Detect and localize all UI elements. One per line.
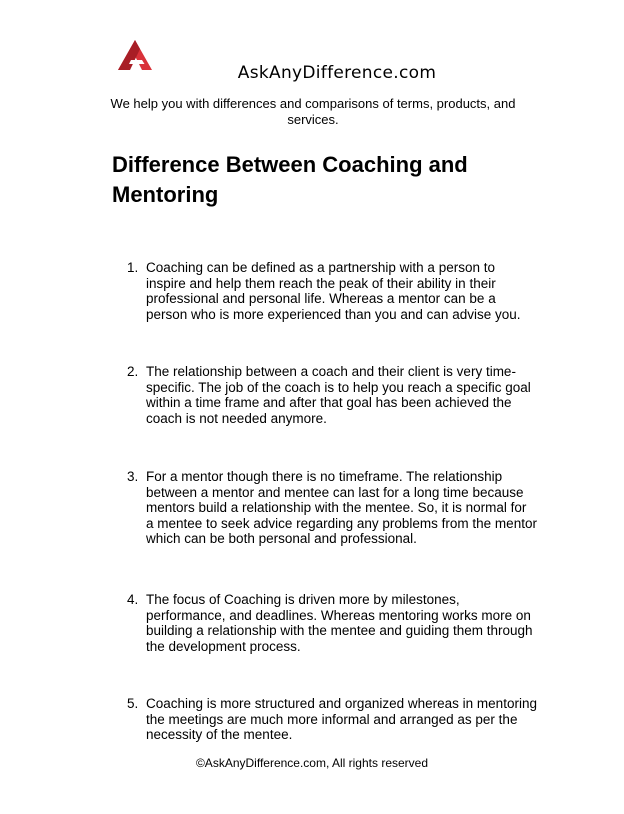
list-item-number: 3. [127,469,139,484]
site-name: AskAnyDifference.com [237,63,437,83]
list-item [127,469,537,547]
list-item-text: The focus of Coaching is driven more by milestones, performance, and deadlines. Whereas mentoring works more on building a relationship with the mentee and guiding them through the development process. [146,592,533,654]
list-item-text: Coaching is more structured and organized whereas in mentoring the meetings are much more informal and arranged as per the necessity of the mentee. [146,696,537,742]
tagline: We help you with differences and comparisons of terms, products, and services. [110,96,516,127]
list-item-text: The relationship between a coach and their client is very time-specific. The job of the coach is to help you reach a specific goal within a time frame and after that goal has been achieved the coach is not needed anymore. [146,364,531,426]
copyright-footer: ©AskAnyDifference.com, All rights reserved [195,756,429,770]
list-item-number: 2. [127,364,139,379]
list-item-text: For a mentor though there is no timeframe. The relationship between a mentor and mentee can last for a long time because mentors build a relationship with the mentee. So, it is normal for a mentee to seek advice regarding any problems from the mentor which can be both personal and professional. [146,469,537,546]
list-item [127,364,537,426]
list-item-number: 5. [127,696,139,711]
list-item-number: 4. [127,592,139,607]
list-item-text: Coaching can be defined as a partnership with a person to inspire and help them reach the peak of their ability in their professional and personal life. Whereas a mentor can be a person who is more experienced than you and can advise you. [146,260,521,322]
page-title: Difference Between Coaching and Mentoring [112,152,468,207]
list-item [127,592,537,654]
list-item-number: 1. [127,260,139,275]
list-item [127,260,537,322]
list-item [127,696,537,743]
